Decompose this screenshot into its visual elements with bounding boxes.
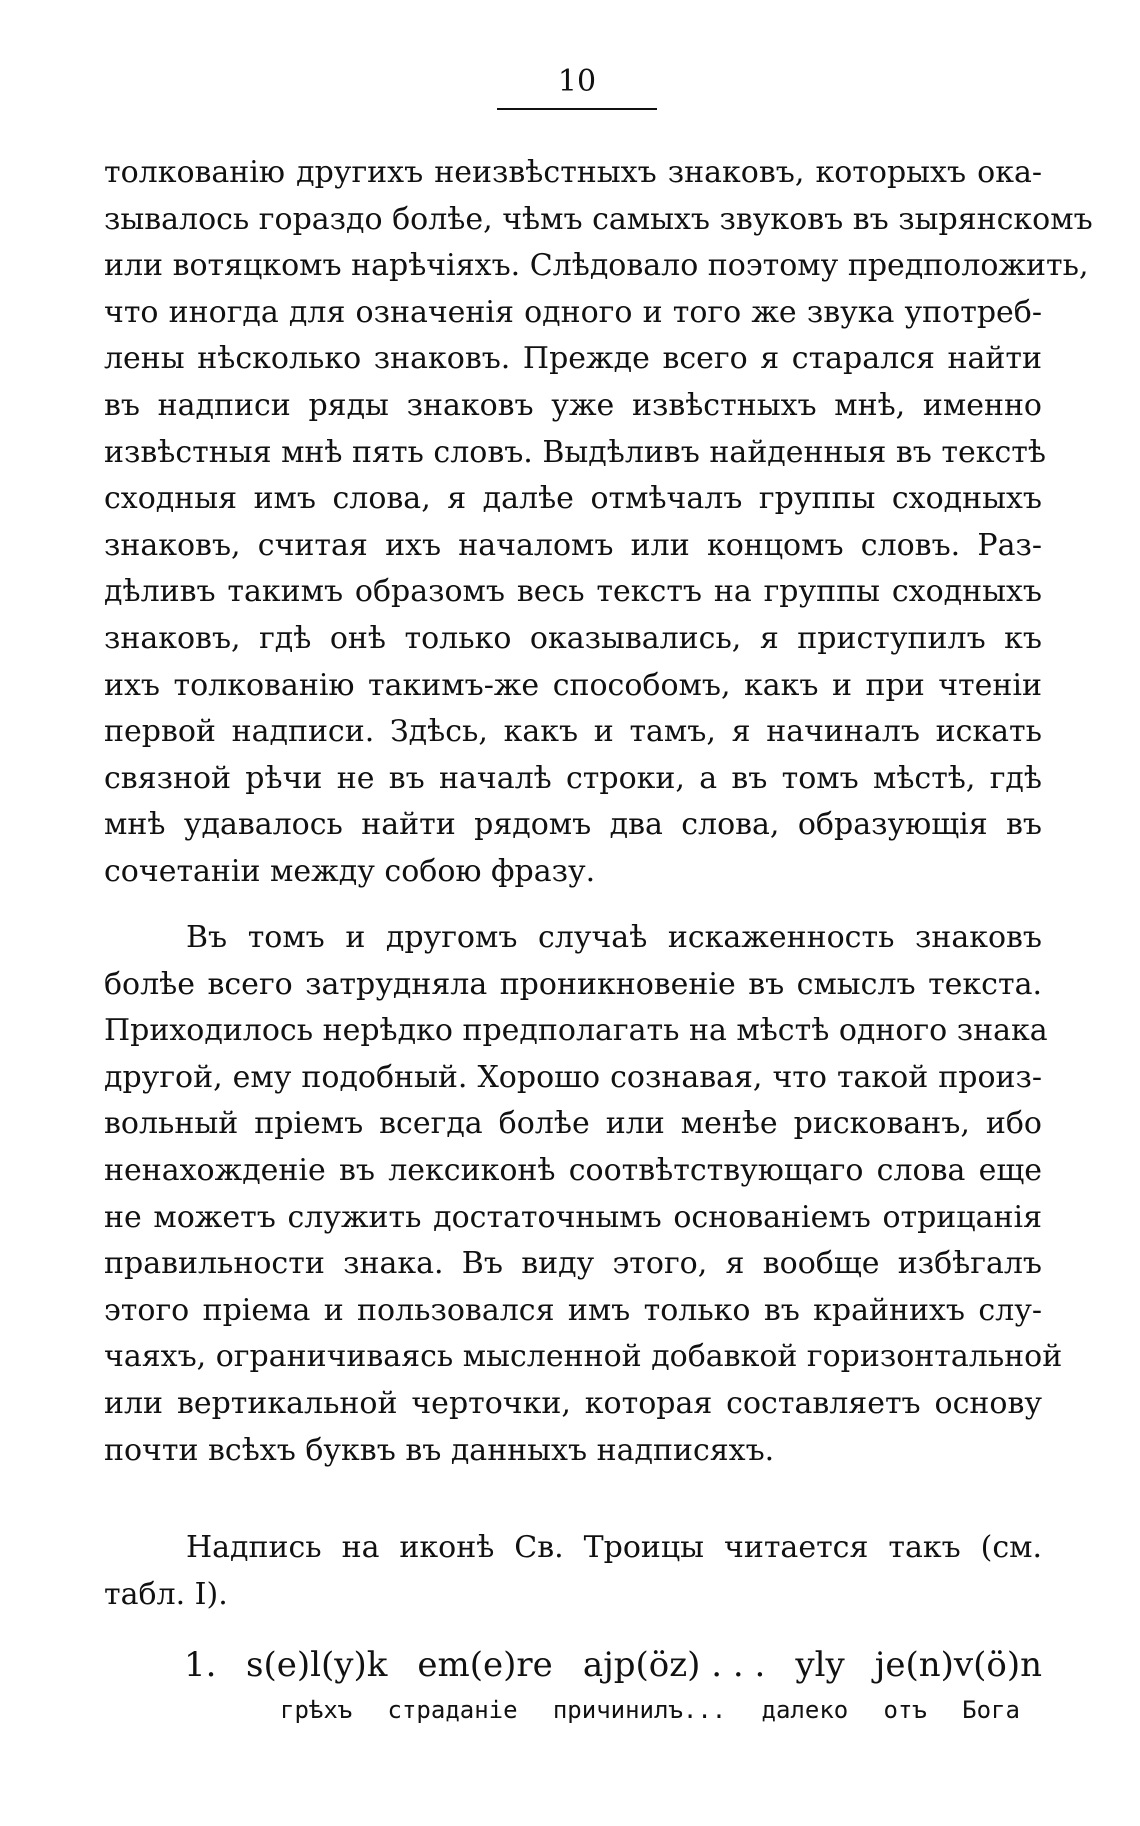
page-number-rule <box>497 108 657 110</box>
text-line: лены нѣсколько знаковъ. Прежде всего я старался найти <box>104 341 1042 377</box>
translation-word: Бога <box>962 1696 1020 1724</box>
inscription-word: em(e)re <box>417 1645 553 1685</box>
text-line: въ надписи ряды знаковъ уже извѣстныхъ мнѣ, именно <box>104 387 1042 423</box>
translation-word: далеко <box>761 1696 849 1724</box>
text-line: зывалось гораздо болѣе, чѣмъ самыхъ звуковъ въ зырянскомъ <box>104 201 1093 237</box>
text-line: дѣливъ такимъ образомъ весь текстъ на группы сходныхъ <box>104 574 1042 610</box>
text-line: правильности знака. Въ виду этого, я вообще избѣгалъ <box>104 1246 1042 1282</box>
text-line: или вотяцкомъ нарѣчіяхъ. Слѣдовало поэтому предположить, <box>104 248 1089 284</box>
text-line: первой надписи. Здѣсь, какъ и тамъ, я начиналъ искать <box>104 714 1042 750</box>
text-line: вольный пріемъ всегда болѣе или менѣе рискованъ, ибо <box>104 1106 1042 1142</box>
inscription-word: yly <box>795 1645 845 1685</box>
text-line: извѣстныя мнѣ пять словъ. Выдѣливъ найденныя въ текстѣ <box>104 434 1046 470</box>
text-line: ихъ толкованію такимъ-же способомъ, какъ и при чтеніи <box>104 667 1042 703</box>
text-line: сочетаніи между собою фразу. <box>104 853 596 889</box>
text-line: этого пріема и пользовался имъ только въ крайнихъ слу- <box>104 1292 1042 1328</box>
text-line: ненахожденіе въ лексиконѣ соотвѣтствующаго слова еще <box>104 1152 1042 1188</box>
text-line: болѣе всего затрудняла проникновеніе въ смыслъ текста. <box>104 966 1042 1002</box>
text-line: или вертикальной черточки, которая составляетъ основу <box>104 1385 1042 1421</box>
translation-word: страданіе <box>387 1696 518 1724</box>
text-line: не можетъ служить достаточнымъ основаніемъ отрицанія <box>104 1199 1042 1235</box>
text-line: другой, ему подобный. Хорошо сознавая, что такой произ- <box>104 1059 1042 1095</box>
translation-word: отъ <box>883 1696 927 1724</box>
inscription-words <box>246 1643 1042 1687</box>
inscription-translation <box>280 1693 1020 1727</box>
text-line: Приходилось нерѣдко предполагать на мѣстѣ одного знака <box>104 1013 1048 1049</box>
translation-word: причинилъ... <box>552 1696 727 1724</box>
text-line: связной рѣчи не въ началѣ строки, а въ томъ мѣстѣ, гдѣ <box>104 760 1042 796</box>
text-line: толкованію другихъ неизвѣстныхъ знаковъ, которыхъ ока- <box>104 155 1042 190</box>
text-line: чаяхъ, ограничиваясь мысленной добавкой горизонтальной <box>104 1339 1063 1375</box>
inscription-word: s(e)l(y)k <box>246 1645 388 1685</box>
text-line: сходныя имъ слова, я далѣе отмѣчалъ группы сходныхъ <box>104 481 1042 517</box>
text-line: знаковъ, считая ихъ началомъ или концомъ словъ. Раз- <box>104 527 1042 563</box>
inscription-word: je(n)v(ö)n <box>874 1645 1042 1685</box>
inscription-word: ajp(öz) . . . <box>582 1645 766 1685</box>
text-line: почти всѣхъ буквъ въ данныхъ надписяхъ. <box>104 1432 775 1468</box>
text-line: Надпись на иконѣ Св. Троицы читается такъ (см. <box>186 1530 1042 1565</box>
text-line: знаковъ, гдѣ онѣ только оказывались, я приступилъ къ <box>104 620 1042 656</box>
text-line: мнѣ удавалось найти рядомъ два слова, образующія въ <box>104 807 1042 843</box>
text-line: Въ томъ и другомъ случаѣ искаженность знаковъ <box>186 920 1042 955</box>
paragraph-2 <box>104 915 1063 1474</box>
inscription-line-number: 1. <box>184 1645 217 1685</box>
text-line: табл. I). <box>104 1576 228 1612</box>
page-number: 10 <box>557 64 597 99</box>
text-line: что иногда для означенія одного и того же звука употреб- <box>104 294 1042 330</box>
translation-word: грѣхъ <box>280 1696 353 1724</box>
paragraph-1 <box>104 150 1093 896</box>
paragraph-3 <box>104 1525 1042 1618</box>
